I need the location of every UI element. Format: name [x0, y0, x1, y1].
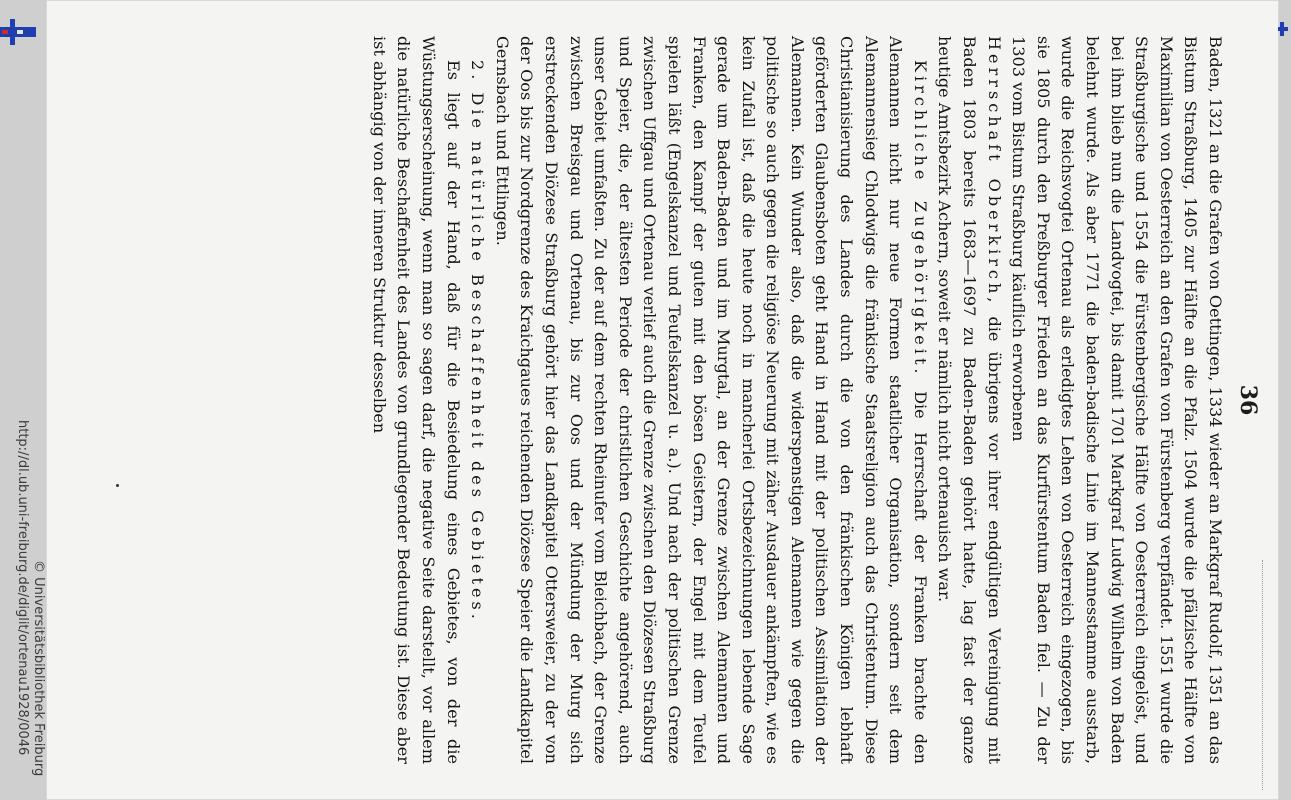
viewer-corner-icon: [1278, 22, 1291, 36]
copyright-notice: © Universitätsbibliothek Freiburg: [31, 560, 46, 777]
paragraph: [932, 36, 1006, 764]
spaced-heading: Kirchliche Zugehörigkeit.: [910, 60, 930, 378]
source-url: http://dl.ub.uni-freiburg.de/diglit/ortenau1928/0046: [15, 420, 30, 756]
paragraph-text: Baden, 1321 an die Grafen von Oettingen, 1334 wieder an Markgraf Rudolf, 1351 an das Bistum Straßburg, 1405 zur Hälfte an die Pfalz. 1504 wurde die pfälzische Hälfte von Maximilian von Oesterreich an den Grafen von Fürstenberg verpfändet. 1551 wurde die Straßburgische und 1554 die Fürstenbergische Hälfte von Oesterreich eingelöst, und bei ihm blieb nun die Landvogtei, bis damit 1701 Markgraf Ludwig Wilhelm von Baden belehnt wurde. Als aber 1771 die baden-badische Linie im Mannesstamme ausstarb, wurde die Reichsvogtei Ortenau als erledigtes Lehen von Oesterreich eingezogen, bis sie 1805 durch den Preßburger Frieden an das Kurfürstentum Baden fiel. — Zu der 1303 vom Bistum Straßburg käuflich erworbenen: [1009, 36, 1225, 764]
paragraph: [366, 36, 464, 764]
paragraph: [1006, 36, 1227, 764]
paragraph-text: Es liegt auf der Hand, daß für die Besiedelung eines Gebietes, von der die Wüstungserscheinung, wenn man so sagen darf, die negative Seite darstellt, vor allem die natürliche Beschaffenheit des Landes von grundlegender Bedeutung ist. Diese aber ist abhängig von der inneren Struktur desselben: [369, 36, 463, 764]
rotated-page-content: [46, 0, 1279, 800]
scanned-page: [46, 0, 1279, 800]
page-body: [366, 36, 1227, 764]
spaced-heading: 2. Die natürliche Beschaffenheit des Gebietes.: [468, 60, 488, 623]
spaced-heading: Herrschaft Oberkirch,: [984, 36, 1004, 307]
watermark-strip: [0, 0, 46, 800]
scan-speck: [116, 484, 119, 487]
page-edge-marks: [1262, 560, 1269, 790]
paragraph-text: Die Herrschaft der Franken brachte den Alemannen nicht nur neue Formen staatlicher Organisation, sondern seit dem Alemannensieg Chlodwigs die fränkische Staatsreligion auch das Christentum. Diese Christianisierung des Landes durch die von den fränkischen Königen lebhaft geförderten Glaubensboten geht Hand in Hand mit der politischen Assimilation der Alemannen. Kein Wunder also, daß die widerspenstigen Alemannen wie gegen die politische so auch gegen die religiöse Neuerung mit zäher Ausdauer ankämpften, wie es kein Zufall ist, daß die heute noch in mancherlei Ortsbezeichnungen lebende Sage gerade um Baden-Baden und im Murgtal, an der Grenze zwischen Alemannen und Franken, den Kampf der guten mit den bösen Geistern, der Engel mit dem Teufel spielen läßt (Engelskanzel und Teufelskanzel u. a.). Und nach der politischen Grenze zwischen Uffgau und Ortenau verlief auch die Grenze zwischen den Diözesen Straßburg und Speier, die, der ältesten Periode der christlichen Geschichte angehörend, auch unser Gebiet umfaßten. Zu der auf dem rechten Rheinufer vom Bleichbach, der Grenze zwischen Breisgau und Ortenau, bis zur Oos und der Mündung der Murg sich erstreckenden Diözese Straßburg gehört hier das Landkapitel Ottersweier, zu der von der Oos bis zur Nordgrenze des Kraichgaues reichenden Diözese Speier die Landkapitel Gernsbach und Ettlingen.: [492, 36, 930, 764]
paragraph-text: die übrigens vor ihrer endgültigen Vereinigung mit Baden 1803 bereits 1683—1697 zu Baden-Baden gehört hatte, lag fast der ganze heutige Amtsbezirk Achern, soweit er nämlich nicht ortenauisch war.: [935, 36, 1004, 764]
paragraph: [465, 36, 490, 764]
paragraph: [489, 36, 932, 764]
page-number: 36: [1235, 384, 1261, 416]
